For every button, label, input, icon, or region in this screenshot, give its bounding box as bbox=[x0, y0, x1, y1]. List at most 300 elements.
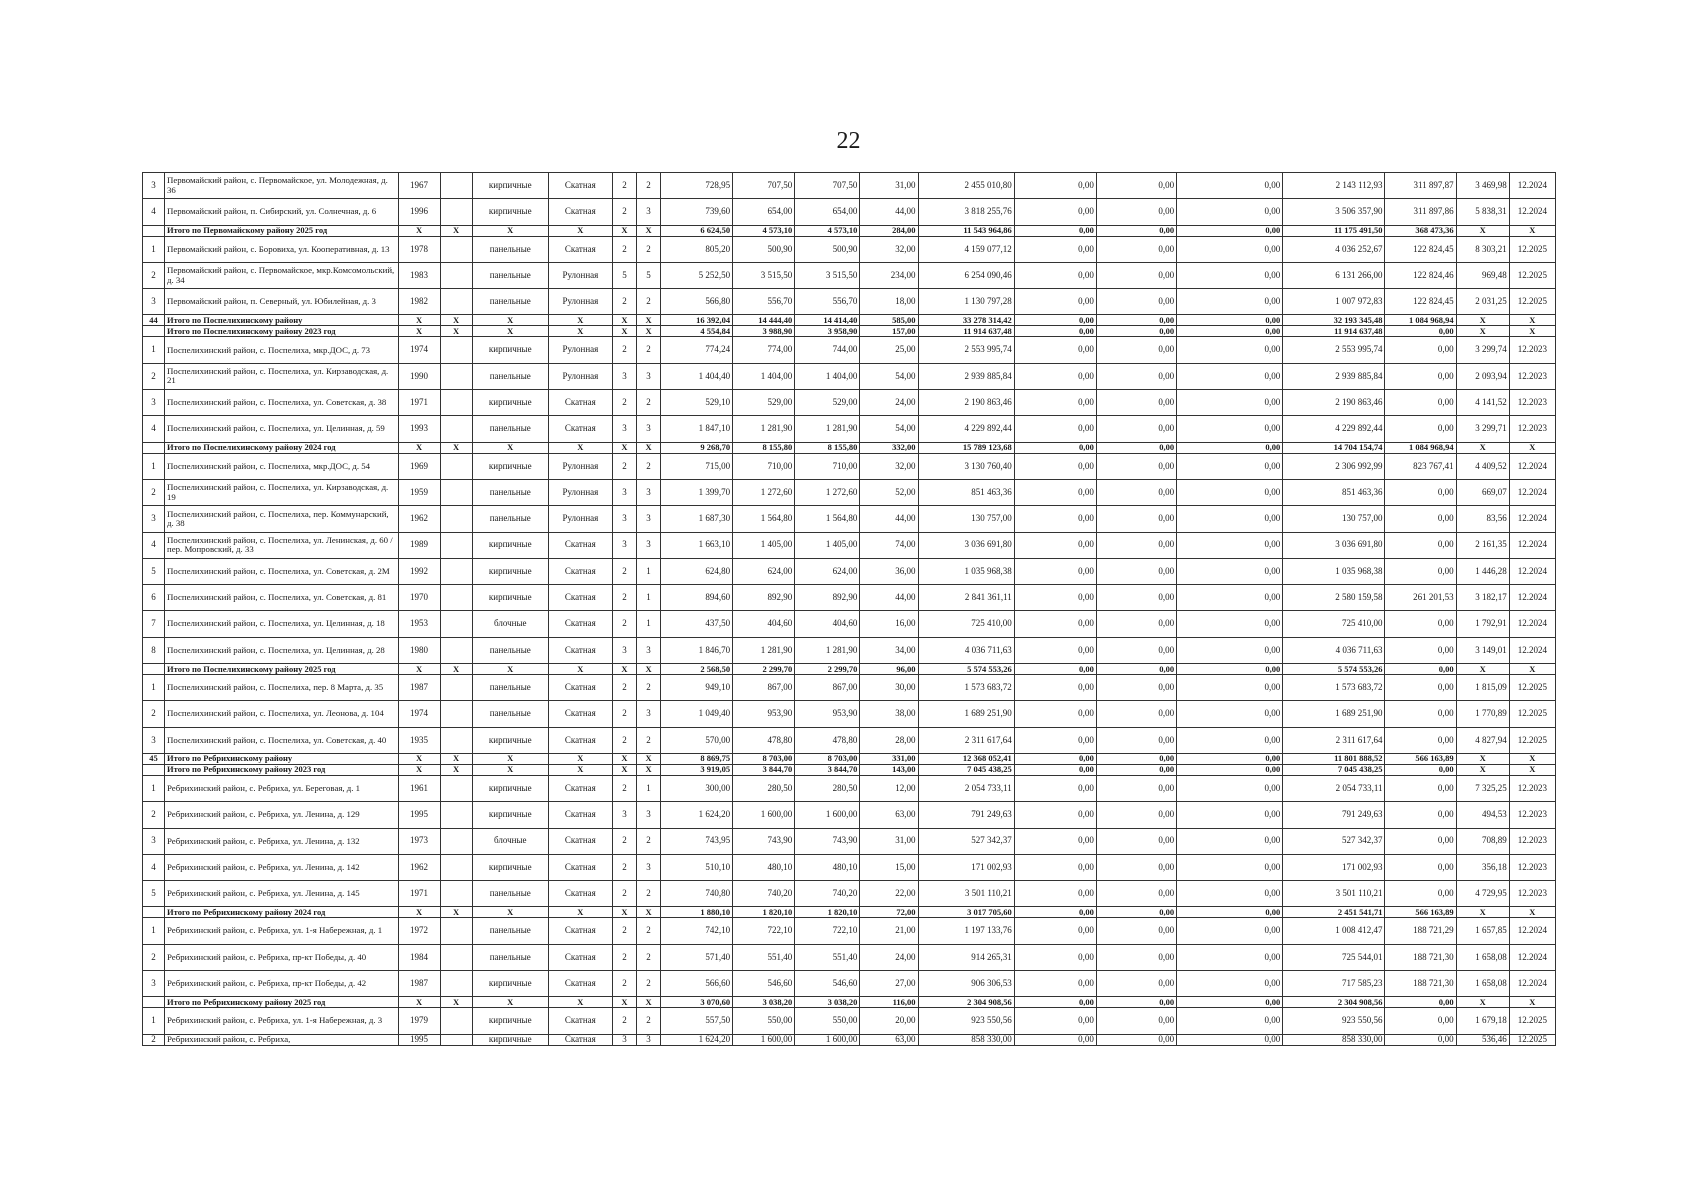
year-cell: 1992 bbox=[398, 558, 440, 584]
value-s2: 1 600,00 bbox=[733, 1034, 795, 1045]
value-c7: 4 827,94 bbox=[1456, 727, 1509, 753]
value-s3: 3 515,50 bbox=[795, 262, 860, 288]
value-c2: 0,00 bbox=[1014, 416, 1096, 442]
value-c4: 0,00 bbox=[1177, 479, 1283, 505]
value-c6: 0,00 bbox=[1385, 532, 1456, 558]
year-cell: 1961 bbox=[398, 775, 440, 801]
completion-date-cell: 12.2024 bbox=[1509, 944, 1555, 970]
completion-date-cell: 12.2025 bbox=[1509, 727, 1555, 753]
value-s2: 1 281,90 bbox=[733, 416, 795, 442]
value-p: 331,00 bbox=[860, 753, 918, 764]
row-number: 1 bbox=[143, 337, 165, 363]
x-mark-floors-cell: X bbox=[612, 753, 636, 764]
value-c2: 0,00 bbox=[1014, 971, 1096, 997]
roof-type-cell: Скатная bbox=[548, 701, 612, 727]
x-mark-unit-cost: X bbox=[1456, 907, 1509, 918]
value-s3: 654,00 bbox=[795, 199, 860, 225]
table-row bbox=[143, 173, 1556, 199]
value-c1: 2 304 908,56 bbox=[918, 997, 1014, 1008]
value-c6: 0,00 bbox=[1385, 802, 1456, 828]
roof-type-cell: Скатная bbox=[548, 802, 612, 828]
value-c7: 536,46 bbox=[1456, 1034, 1509, 1045]
x-mark-date: X bbox=[1509, 225, 1555, 236]
value-c6: 0,00 bbox=[1385, 337, 1456, 363]
value-c1: 858 330,00 bbox=[918, 1034, 1014, 1045]
value-c5: 2 553 995,74 bbox=[1283, 337, 1385, 363]
table-row bbox=[143, 1008, 1556, 1034]
value-c4: 0,00 bbox=[1177, 262, 1283, 288]
completion-date-cell: 12.2023 bbox=[1509, 881, 1555, 907]
value-c7: 2 031,25 bbox=[1456, 289, 1509, 315]
value-s1: 529,10 bbox=[661, 390, 733, 416]
value-s3: 1 820,10 bbox=[795, 907, 860, 918]
value-c3: 0,00 bbox=[1096, 637, 1176, 663]
value-c4: 0,00 bbox=[1177, 944, 1283, 970]
value-c2: 0,00 bbox=[1014, 997, 1096, 1008]
completion-date-cell: 12.2025 bbox=[1509, 262, 1555, 288]
value-s2: 404,60 bbox=[733, 611, 795, 637]
value-p: 25,00 bbox=[860, 337, 918, 363]
roof-type-cell: Рулонная bbox=[548, 479, 612, 505]
value-c1: 2 311 617,64 bbox=[918, 727, 1014, 753]
value-s2: 2 299,70 bbox=[733, 664, 795, 675]
value-s2: 556,70 bbox=[733, 289, 795, 315]
x-mark-date: X bbox=[1509, 907, 1555, 918]
value-c2: 0,00 bbox=[1014, 236, 1096, 262]
entrances-cell: 3 bbox=[636, 701, 660, 727]
blank-cell bbox=[440, 918, 472, 944]
address-cell: Поспелихинский район, с. Поспелиха, пер. Коммунарский, д. 38 bbox=[165, 506, 398, 532]
wall-material-cell: панельные bbox=[472, 416, 548, 442]
year-cell: 1959 bbox=[398, 479, 440, 505]
entrances-cell: 3 bbox=[636, 1034, 660, 1045]
wall-material-cell: панельные bbox=[472, 479, 548, 505]
value-s1: 8 869,75 bbox=[661, 753, 733, 764]
roof-type-cell: Скатная bbox=[548, 727, 612, 753]
value-c4: 0,00 bbox=[1177, 1034, 1283, 1045]
value-c4: 0,00 bbox=[1177, 971, 1283, 997]
value-c1: 11 543 964,86 bbox=[918, 225, 1014, 236]
value-c6: 0,00 bbox=[1385, 701, 1456, 727]
value-s1: 4 554,84 bbox=[661, 326, 733, 337]
value-s3: 478,80 bbox=[795, 727, 860, 753]
roof-type-cell: Скатная bbox=[548, 775, 612, 801]
wall-material-cell: кирпичные bbox=[472, 532, 548, 558]
value-c5: 6 131 266,00 bbox=[1283, 262, 1385, 288]
value-c4: 0,00 bbox=[1177, 775, 1283, 801]
value-c5: 3 501 110,21 bbox=[1283, 881, 1385, 907]
value-s1: 715,00 bbox=[661, 453, 733, 479]
floors-cell: 2 bbox=[612, 558, 636, 584]
value-c4: 0,00 bbox=[1177, 506, 1283, 532]
year-cell: 1971 bbox=[398, 390, 440, 416]
x-mark-entrances-cell: X bbox=[636, 753, 660, 764]
value-c4: 0,00 bbox=[1177, 611, 1283, 637]
value-s3: 953,90 bbox=[795, 701, 860, 727]
value-s3: 1 281,90 bbox=[795, 637, 860, 663]
blank-cell bbox=[440, 675, 472, 701]
value-c3: 0,00 bbox=[1096, 1008, 1176, 1034]
value-s1: 742,10 bbox=[661, 918, 733, 944]
value-c2: 0,00 bbox=[1014, 701, 1096, 727]
entrances-cell: 3 bbox=[636, 363, 660, 389]
value-s1: 571,40 bbox=[661, 944, 733, 970]
value-s3: 8 155,80 bbox=[795, 442, 860, 453]
value-c2: 0,00 bbox=[1014, 225, 1096, 236]
table-row bbox=[143, 971, 1556, 997]
value-s1: 805,20 bbox=[661, 236, 733, 262]
x-mark-date: X bbox=[1509, 326, 1555, 337]
value-s1: 566,60 bbox=[661, 971, 733, 997]
value-c3: 0,00 bbox=[1096, 1034, 1176, 1045]
x-mark-wall-cell: X bbox=[472, 442, 548, 453]
year-cell: 1935 bbox=[398, 727, 440, 753]
value-s1: 1 624,20 bbox=[661, 802, 733, 828]
total-row bbox=[143, 326, 1556, 337]
value-c6: 566 163,89 bbox=[1385, 753, 1456, 764]
entrances-cell: 2 bbox=[636, 971, 660, 997]
value-c7: 969,48 bbox=[1456, 262, 1509, 288]
address-cell: Поспелихинский район, с. Поспелиха, пер. 8 Марта, д. 35 bbox=[165, 675, 398, 701]
value-c7: 8 303,21 bbox=[1456, 236, 1509, 262]
value-c5: 4 229 892,44 bbox=[1283, 416, 1385, 442]
value-s1: 1 880,10 bbox=[661, 907, 733, 918]
x-mark-roof-cell: X bbox=[548, 997, 612, 1008]
wall-material-cell: кирпичные bbox=[472, 802, 548, 828]
entrances-cell: 3 bbox=[636, 854, 660, 880]
value-c1: 725 410,00 bbox=[918, 611, 1014, 637]
wall-material-cell: кирпичные bbox=[472, 854, 548, 880]
row-number bbox=[143, 225, 165, 236]
value-c3: 0,00 bbox=[1096, 289, 1176, 315]
x-mark-roof-cell: X bbox=[548, 225, 612, 236]
value-s1: 3 070,60 bbox=[661, 997, 733, 1008]
value-c4: 0,00 bbox=[1177, 828, 1283, 854]
x-mark-roof-cell: X bbox=[548, 664, 612, 675]
value-c7: 4 729,95 bbox=[1456, 881, 1509, 907]
total-label: Итого по Ребрихинскому району 2024 год bbox=[165, 907, 398, 918]
table-row bbox=[143, 585, 1556, 611]
x-mark-wall-cell: X bbox=[472, 753, 548, 764]
value-s3: 1 281,90 bbox=[795, 416, 860, 442]
value-c1: 3 036 691,80 bbox=[918, 532, 1014, 558]
value-c3: 0,00 bbox=[1096, 675, 1176, 701]
wall-material-cell: кирпичные bbox=[472, 453, 548, 479]
year-cell: 1993 bbox=[398, 416, 440, 442]
value-s3: 3 958,90 bbox=[795, 326, 860, 337]
value-p: 12,00 bbox=[860, 775, 918, 801]
x-mark-floors-cell: X bbox=[612, 315, 636, 326]
x-mark-unit-cost: X bbox=[1456, 315, 1509, 326]
roof-type-cell: Скатная bbox=[548, 971, 612, 997]
value-c2: 0,00 bbox=[1014, 881, 1096, 907]
value-c2: 0,00 bbox=[1014, 558, 1096, 584]
value-s2: 3 515,50 bbox=[733, 262, 795, 288]
value-c5: 2 311 617,64 bbox=[1283, 727, 1385, 753]
value-s2: 529,00 bbox=[733, 390, 795, 416]
total-label: Итого по Поспелихинскому району bbox=[165, 315, 398, 326]
table-row bbox=[143, 918, 1556, 944]
value-c3: 0,00 bbox=[1096, 416, 1176, 442]
value-c2: 0,00 bbox=[1014, 664, 1096, 675]
completion-date-cell: 12.2025 bbox=[1509, 701, 1555, 727]
x-mark-roof-cell: X bbox=[548, 764, 612, 775]
value-c4: 0,00 bbox=[1177, 753, 1283, 764]
wall-material-cell: кирпичные bbox=[472, 337, 548, 363]
address-cell: Поспелихинский район, с. Поспелиха, ул. Ленинская, д. 60 / пер. Мопровский, д. 33 bbox=[165, 532, 398, 558]
wall-material-cell: панельные bbox=[472, 637, 548, 663]
x-mark-roof-cell: X bbox=[548, 326, 612, 337]
table-row bbox=[143, 453, 1556, 479]
entrances-cell: 3 bbox=[636, 802, 660, 828]
floors-cell: 3 bbox=[612, 532, 636, 558]
completion-date-cell: 12.2023 bbox=[1509, 337, 1555, 363]
value-c4: 0,00 bbox=[1177, 289, 1283, 315]
value-c1: 2 054 733,11 bbox=[918, 775, 1014, 801]
x-mark-date: X bbox=[1509, 997, 1555, 1008]
value-c1: 527 342,37 bbox=[918, 828, 1014, 854]
blank-cell bbox=[440, 453, 472, 479]
value-s1: 1 687,30 bbox=[661, 506, 733, 532]
value-p: 284,00 bbox=[860, 225, 918, 236]
blank-cell bbox=[440, 289, 472, 315]
completion-date-cell: 12.2024 bbox=[1509, 971, 1555, 997]
floors-cell: 3 bbox=[612, 416, 636, 442]
x-mark-roof-cell: X bbox=[548, 315, 612, 326]
value-s1: 3 919,05 bbox=[661, 764, 733, 775]
value-s2: 3 988,90 bbox=[733, 326, 795, 337]
value-c6: 1 084 968,94 bbox=[1385, 442, 1456, 453]
value-c7: 1 679,18 bbox=[1456, 1008, 1509, 1034]
row-number: 3 bbox=[143, 828, 165, 854]
address-cell: Первомайский район, с. Боровиха, ул. Кооперативная, д. 13 bbox=[165, 236, 398, 262]
x-mark-roof-cell: X bbox=[548, 442, 612, 453]
value-c4: 0,00 bbox=[1177, 236, 1283, 262]
x-mark-floors-cell: X bbox=[612, 907, 636, 918]
value-c7: 708,89 bbox=[1456, 828, 1509, 854]
value-c7: 1 658,08 bbox=[1456, 971, 1509, 997]
value-c3: 0,00 bbox=[1096, 775, 1176, 801]
value-p: 27,00 bbox=[860, 971, 918, 997]
value-s1: 949,10 bbox=[661, 675, 733, 701]
value-s2: 280,50 bbox=[733, 775, 795, 801]
value-p: 143,00 bbox=[860, 764, 918, 775]
entrances-cell: 1 bbox=[636, 585, 660, 611]
value-c4: 0,00 bbox=[1177, 315, 1283, 326]
value-c7: 1 657,85 bbox=[1456, 918, 1509, 944]
row-number: 1 bbox=[143, 453, 165, 479]
roof-type-cell: Скатная bbox=[548, 637, 612, 663]
x-mark-date: X bbox=[1509, 442, 1555, 453]
value-c2: 0,00 bbox=[1014, 828, 1096, 854]
floors-cell: 3 bbox=[612, 802, 636, 828]
value-s3: 404,60 bbox=[795, 611, 860, 637]
value-c4: 0,00 bbox=[1177, 675, 1283, 701]
value-c1: 3 017 705,60 bbox=[918, 907, 1014, 918]
address-cell: Ребрихинский район, с. Ребриха, ул. Береговая, д. 1 bbox=[165, 775, 398, 801]
x-mark-year-cell: X bbox=[398, 664, 440, 675]
year-cell: 1978 bbox=[398, 236, 440, 262]
wall-material-cell: панельные bbox=[472, 236, 548, 262]
x-mark-entrances-cell: X bbox=[636, 664, 660, 675]
x-mark-year-cell: X bbox=[398, 315, 440, 326]
value-c6: 0,00 bbox=[1385, 854, 1456, 880]
value-s3: 743,90 bbox=[795, 828, 860, 854]
entrances-cell: 2 bbox=[636, 1008, 660, 1034]
value-c1: 3 130 760,40 bbox=[918, 453, 1014, 479]
completion-date-cell: 12.2024 bbox=[1509, 532, 1555, 558]
x-mark-year-cell: X bbox=[398, 764, 440, 775]
entrances-cell: 1 bbox=[636, 611, 660, 637]
address-cell: Ребрихинский район, с. Ребриха, ул. 1-я Набережная, д. 1 bbox=[165, 918, 398, 944]
floors-cell: 2 bbox=[612, 701, 636, 727]
entrances-cell: 1 bbox=[636, 558, 660, 584]
total-row bbox=[143, 664, 1556, 675]
address-cell: Ребрихинский район, с. Ребриха, ул. Ленина, д. 145 bbox=[165, 881, 398, 907]
value-s2: 867,00 bbox=[733, 675, 795, 701]
value-c3: 0,00 bbox=[1096, 337, 1176, 363]
row-number: 2 bbox=[143, 363, 165, 389]
value-c7: 3 469,98 bbox=[1456, 173, 1509, 199]
wall-material-cell: кирпичные bbox=[472, 173, 548, 199]
address-cell: Первомайский район, п. Сибирский, ул. Солнечная, д. 6 bbox=[165, 199, 398, 225]
year-cell: 1962 bbox=[398, 854, 440, 880]
value-s2: 707,50 bbox=[733, 173, 795, 199]
value-c6: 368 473,36 bbox=[1385, 225, 1456, 236]
blank-cell bbox=[440, 775, 472, 801]
value-s2: 551,40 bbox=[733, 944, 795, 970]
table-row bbox=[143, 611, 1556, 637]
value-c5: 851 463,36 bbox=[1283, 479, 1385, 505]
value-s2: 500,90 bbox=[733, 236, 795, 262]
wall-material-cell: панельные bbox=[472, 675, 548, 701]
value-c2: 0,00 bbox=[1014, 453, 1096, 479]
floors-cell: 2 bbox=[612, 881, 636, 907]
blank-cell bbox=[440, 558, 472, 584]
completion-date-cell: 12.2025 bbox=[1509, 1034, 1555, 1045]
value-c1: 1 573 683,72 bbox=[918, 675, 1014, 701]
value-c6: 0,00 bbox=[1385, 506, 1456, 532]
value-c3: 0,00 bbox=[1096, 854, 1176, 880]
value-c4: 0,00 bbox=[1177, 585, 1283, 611]
value-c5: 858 330,00 bbox=[1283, 1034, 1385, 1045]
completion-date-cell: 12.2024 bbox=[1509, 173, 1555, 199]
value-s1: 774,24 bbox=[661, 337, 733, 363]
value-c1: 2 939 885,84 bbox=[918, 363, 1014, 389]
year-cell: 1974 bbox=[398, 701, 440, 727]
year-cell: 1970 bbox=[398, 585, 440, 611]
value-c1: 15 789 123,68 bbox=[918, 442, 1014, 453]
value-c6: 823 767,41 bbox=[1385, 453, 1456, 479]
value-s1: 16 392,04 bbox=[661, 315, 733, 326]
total-label: Итого по Первомайскому району 2025 год bbox=[165, 225, 398, 236]
value-s2: 480,10 bbox=[733, 854, 795, 880]
value-s3: 710,00 bbox=[795, 453, 860, 479]
year-cell: 1971 bbox=[398, 881, 440, 907]
year-cell: 1974 bbox=[398, 337, 440, 363]
value-c5: 2 306 992,99 bbox=[1283, 453, 1385, 479]
value-p: 54,00 bbox=[860, 363, 918, 389]
value-s2: 1 272,60 bbox=[733, 479, 795, 505]
year-cell: 1983 bbox=[398, 262, 440, 288]
entrances-cell: 2 bbox=[636, 918, 660, 944]
value-s2: 1 564,80 bbox=[733, 506, 795, 532]
value-c2: 0,00 bbox=[1014, 1008, 1096, 1034]
wall-material-cell: панельные bbox=[472, 944, 548, 970]
value-c3: 0,00 bbox=[1096, 506, 1176, 532]
value-c2: 0,00 bbox=[1014, 363, 1096, 389]
row-number: 1 bbox=[143, 1008, 165, 1034]
floors-cell: 2 bbox=[612, 390, 636, 416]
value-c6: 0,00 bbox=[1385, 637, 1456, 663]
value-c6: 0,00 bbox=[1385, 828, 1456, 854]
value-c6: 0,00 bbox=[1385, 363, 1456, 389]
value-c5: 2 304 908,56 bbox=[1283, 997, 1385, 1008]
floors-cell: 2 bbox=[612, 453, 636, 479]
x-mark-blank-cell: X bbox=[440, 764, 472, 775]
value-c7: 2 093,94 bbox=[1456, 363, 1509, 389]
row-number: 3 bbox=[143, 506, 165, 532]
year-cell: 1972 bbox=[398, 918, 440, 944]
value-p: 157,00 bbox=[860, 326, 918, 337]
address-cell: Поспелихинский район, с. Поспелиха, ул. Целинная, д. 28 bbox=[165, 637, 398, 663]
blank-cell bbox=[440, 854, 472, 880]
value-c3: 0,00 bbox=[1096, 558, 1176, 584]
blank-cell bbox=[440, 262, 472, 288]
value-s2: 710,00 bbox=[733, 453, 795, 479]
x-mark-entrances-cell: X bbox=[636, 764, 660, 775]
value-c2: 0,00 bbox=[1014, 611, 1096, 637]
roof-type-cell: Скатная bbox=[548, 611, 612, 637]
value-c4: 0,00 bbox=[1177, 854, 1283, 880]
x-mark-unit-cost: X bbox=[1456, 664, 1509, 675]
value-p: 21,00 bbox=[860, 918, 918, 944]
value-c6: 0,00 bbox=[1385, 675, 1456, 701]
address-cell: Поспелихинский район, с. Поспелиха, ул. Кирзаводская, д. 21 bbox=[165, 363, 398, 389]
value-c4: 0,00 bbox=[1177, 225, 1283, 236]
value-s2: 1 405,00 bbox=[733, 532, 795, 558]
page-number: 22 bbox=[836, 128, 861, 154]
value-s2: 722,10 bbox=[733, 918, 795, 944]
value-s2: 8 155,80 bbox=[733, 442, 795, 453]
value-c4: 0,00 bbox=[1177, 918, 1283, 944]
value-c3: 0,00 bbox=[1096, 918, 1176, 944]
wall-material-cell: панельные bbox=[472, 506, 548, 532]
value-c3: 0,00 bbox=[1096, 701, 1176, 727]
x-mark-wall-cell: X bbox=[472, 326, 548, 337]
value-c2: 0,00 bbox=[1014, 727, 1096, 753]
value-c6: 0,00 bbox=[1385, 390, 1456, 416]
value-c1: 6 254 090,46 bbox=[918, 262, 1014, 288]
value-c3: 0,00 bbox=[1096, 764, 1176, 775]
address-cell: Ребрихинский район, с. Ребриха, ул. Ленина, д. 142 bbox=[165, 854, 398, 880]
roof-type-cell: Скатная bbox=[548, 1008, 612, 1034]
roof-type-cell: Скатная bbox=[548, 828, 612, 854]
row-number: 3 bbox=[143, 971, 165, 997]
row-number bbox=[143, 664, 165, 675]
entrances-cell: 3 bbox=[636, 479, 660, 505]
floors-cell: 5 bbox=[612, 262, 636, 288]
value-c1: 3 818 255,76 bbox=[918, 199, 1014, 225]
value-s1: 743,95 bbox=[661, 828, 733, 854]
x-mark-entrances-cell: X bbox=[636, 225, 660, 236]
value-s2: 4 573,10 bbox=[733, 225, 795, 236]
value-c7: 4 141,52 bbox=[1456, 390, 1509, 416]
value-c1: 3 501 110,21 bbox=[918, 881, 1014, 907]
wall-material-cell: кирпичные bbox=[472, 390, 548, 416]
x-mark-blank-cell: X bbox=[440, 664, 472, 675]
year-cell: 1969 bbox=[398, 453, 440, 479]
